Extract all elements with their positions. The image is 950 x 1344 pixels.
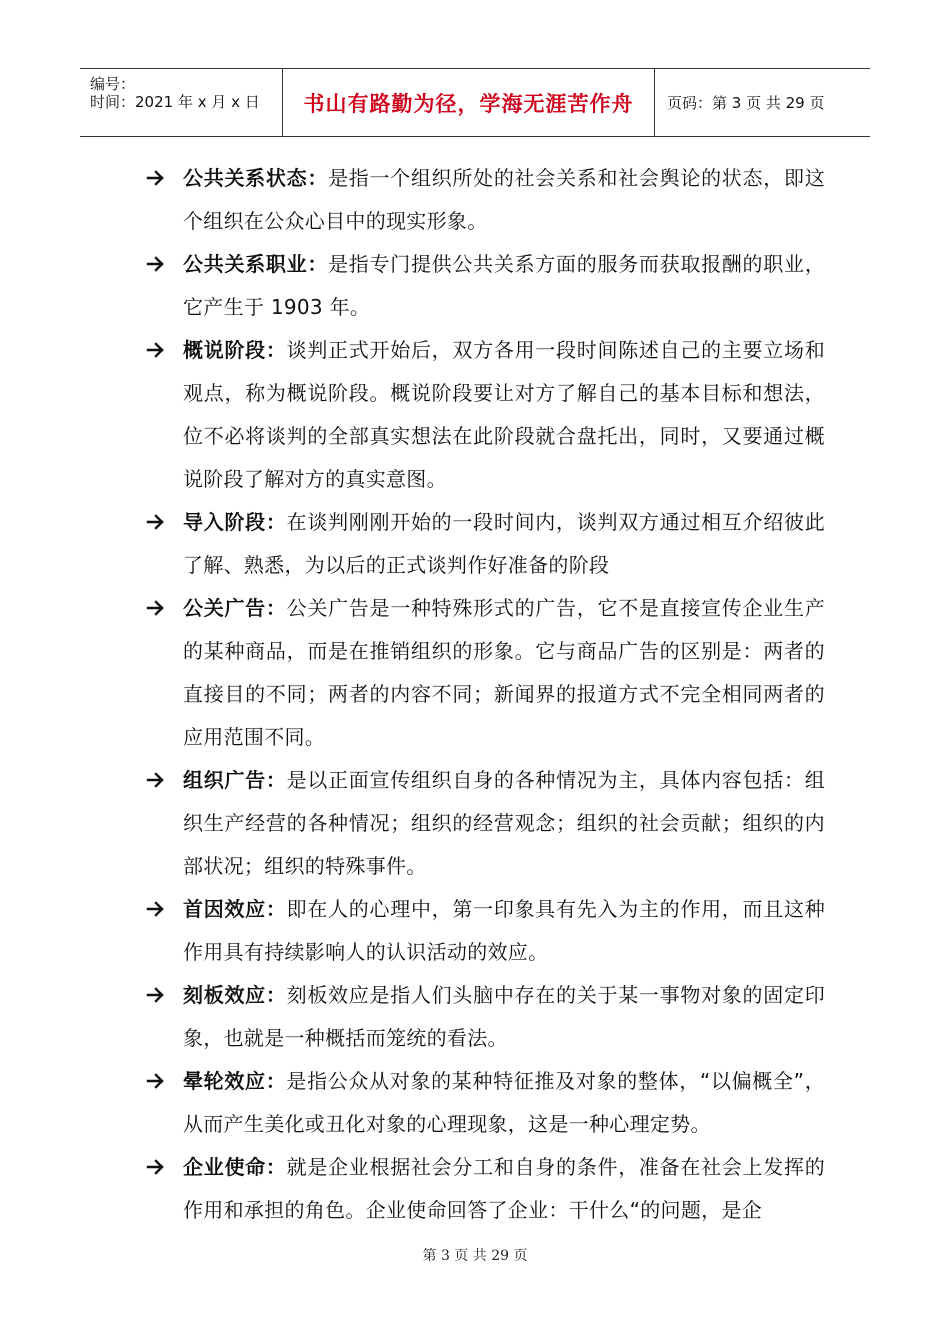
entry-list — [145, 157, 825, 1232]
arrow-right-icon — [145, 597, 167, 619]
definition-entry — [145, 1146, 825, 1232]
definition-entry — [145, 329, 825, 501]
definition-text — [183, 587, 825, 759]
header-motto-cell — [282, 69, 655, 136]
definition-entry — [145, 501, 825, 587]
definition-entry — [145, 759, 825, 888]
arrow-right-icon — [145, 898, 167, 920]
arrow-right-icon — [145, 253, 167, 275]
definition-entry — [145, 157, 825, 243]
definition-term: 概说阶段： — [183, 338, 287, 362]
definition-term: 公共关系状态： — [183, 166, 329, 190]
page-info: 页码：第 3 页 共 29 页 — [667, 94, 825, 112]
number-label: 编号： — [90, 75, 136, 93]
definition-term: 公关广告： — [183, 596, 287, 620]
definition-term: 导入阶段： — [183, 510, 287, 534]
definition-body: 是指专门提供公共关系方面的服务而获取报酬的职业，它产生于 1903 年。 — [183, 252, 825, 319]
arrow-right-icon — [145, 1156, 167, 1178]
definition-entry — [145, 1060, 825, 1146]
arrow-right-icon — [145, 511, 167, 533]
arrow-right-icon — [145, 339, 167, 361]
definition-entry — [145, 243, 825, 329]
motto: 书山有路勤为径，学海无涯苦作舟 — [303, 91, 634, 116]
definition-body: 是指一个组织所处的社会关系和社会舆论的状态，即这个组织在公众心目中的现实形象。 — [183, 166, 825, 233]
definition-text — [183, 157, 825, 243]
definition-text — [183, 501, 825, 587]
definition-text — [183, 974, 825, 1060]
header-meta — [80, 69, 282, 136]
page-footer: 第 3 页 共 29 页 — [422, 1248, 528, 1264]
definition-text — [183, 759, 825, 888]
definition-text — [183, 1146, 825, 1232]
definition-term: 公共关系职业： — [183, 252, 329, 276]
definition-text — [183, 1060, 825, 1146]
page-header — [80, 68, 870, 137]
arrow-right-icon — [145, 167, 167, 189]
definition-body: 是指公众从对象的某种特征推及对象的整体，“以偏概全”，从而产生美化或丑化对象的心理现象，这是一种心理定势。 — [183, 1069, 826, 1136]
arrow-right-icon — [145, 984, 167, 1006]
definition-body: 就是企业根据社会分工和自身的条件，准备在社会上发挥的作用和承担的角色。企业使命回答了企业：干什么“的问题，是企 — [183, 1155, 825, 1222]
definition-term: 企业使命： — [183, 1155, 287, 1179]
definition-body: 刻板效应是指人们头脑中存在的关于某一事物对象的固定印象，也就是一种概括而笼统的看法。 — [183, 983, 825, 1050]
definition-term: 组织广告： — [183, 768, 287, 792]
definition-text — [183, 243, 825, 329]
definition-entry — [145, 587, 825, 759]
definition-body: 是以正面宣传组织自身的各种情况为主，具体内容包括：组织生产经营的各种情况；组织的经营观念；组织的社会贡献；组织的内部状况；组织的特殊事件。 — [183, 768, 825, 878]
definition-body: 谈判正式开始后，双方各用一段时间陈述自己的主要立场和观点，称为概说阶段。概说阶段要让对方了解自己的基本目标和想法，位不必将谈判的全部真实想法在此阶段就合盘托出，同时，又要通过概说阶段了解对方的真实意图。 — [183, 338, 825, 491]
definition-body: 在谈判刚刚开始的一段时间内，谈判双方通过相互介绍彼此了解、熟悉，为以后的正式谈判作好准备的阶段 — [183, 510, 825, 577]
definition-term: 首因效应： — [183, 897, 287, 921]
definition-text — [183, 888, 825, 974]
definition-entry — [145, 974, 825, 1060]
time-label: 时间：2021 年 x 月 x 日 — [90, 93, 260, 111]
definition-body: 公关广告是一种特殊形式的广告，它不是直接宣传企业生产的某种商品，而是在推销组织的形象。它与商品广告的区别是：两者的直接目的不同；两者的内容不同；新闻界的报道方式不完全相同两者的应用范围不同。 — [183, 596, 825, 749]
definition-text — [183, 329, 825, 501]
arrow-right-icon — [145, 1070, 167, 1092]
definition-term: 刻板效应： — [183, 983, 287, 1007]
definition-term: 晕轮效应： — [183, 1069, 287, 1093]
header-page-cell — [655, 69, 870, 136]
arrow-right-icon — [145, 769, 167, 791]
definition-entry — [145, 888, 825, 974]
definition-body: 即在人的心理中，第一印象具有先入为主的作用，而且这种作用具有持续影响人的认识活动的效应。 — [183, 897, 825, 964]
